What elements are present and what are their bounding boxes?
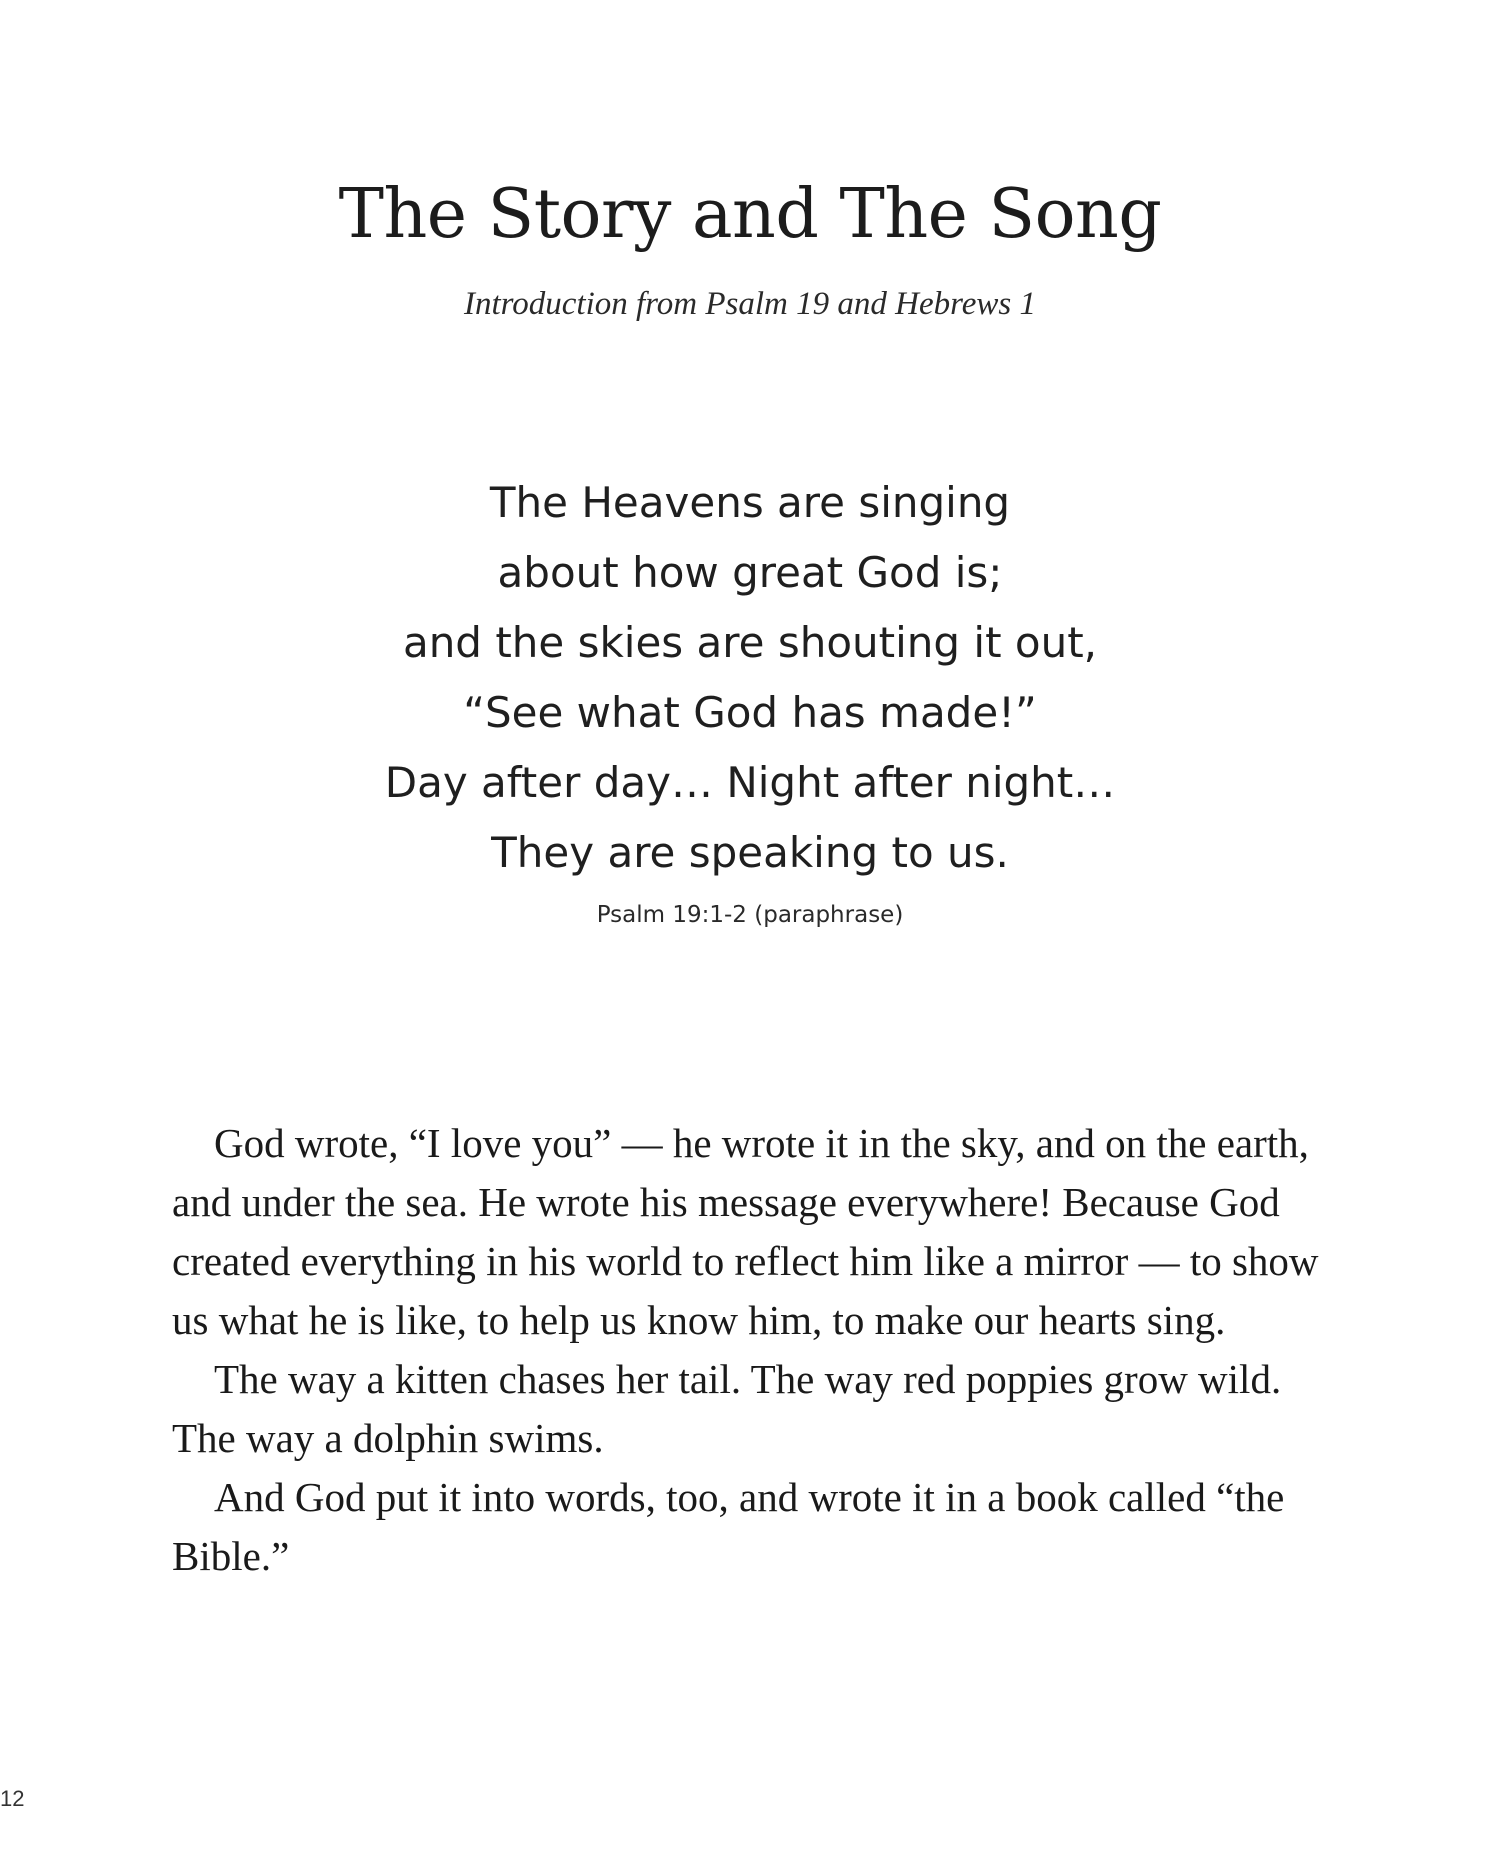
- poem-line: They are speaking to us.: [491, 828, 1009, 877]
- body-paragraph: God wrote, “I love you” — he wrote it in the sky, and on the earth, and under the sea. He wrote his message everywhere! Because God created everything in his world to reflect him like a mirror — to show us what he is like, to help us know him, to make our hearts sing.: [172, 1120, 1319, 1343]
- page-subtitle: Introduction from Psalm 19 and Hebrews 1: [464, 286, 1036, 322]
- body-paragraph: The way a kitten chases her tail. The way red poppies grow wild. The way a dolphin swims.: [172, 1356, 1282, 1461]
- page-number: 12: [0, 1786, 25, 1811]
- poem-block: [0, 468, 1500, 888]
- body-paragraph: And God put it into words, too, and wrote it in a book called “the Bible.”: [172, 1474, 1285, 1579]
- poem-line: The Heavens are singing: [489, 478, 1011, 527]
- poem-line: and the skies are shouting it out,: [402, 618, 1098, 667]
- body-text: [172, 1114, 1352, 1586]
- poem-citation: Psalm 19:1-2 (paraphrase): [596, 902, 904, 928]
- poem-line: “See what God has made!”: [463, 688, 1037, 737]
- poem-line: about how great God is;: [497, 548, 1003, 597]
- poem-line: Day after day… Night after night…: [384, 758, 1116, 807]
- page-title: The Story and The Song: [338, 175, 1162, 254]
